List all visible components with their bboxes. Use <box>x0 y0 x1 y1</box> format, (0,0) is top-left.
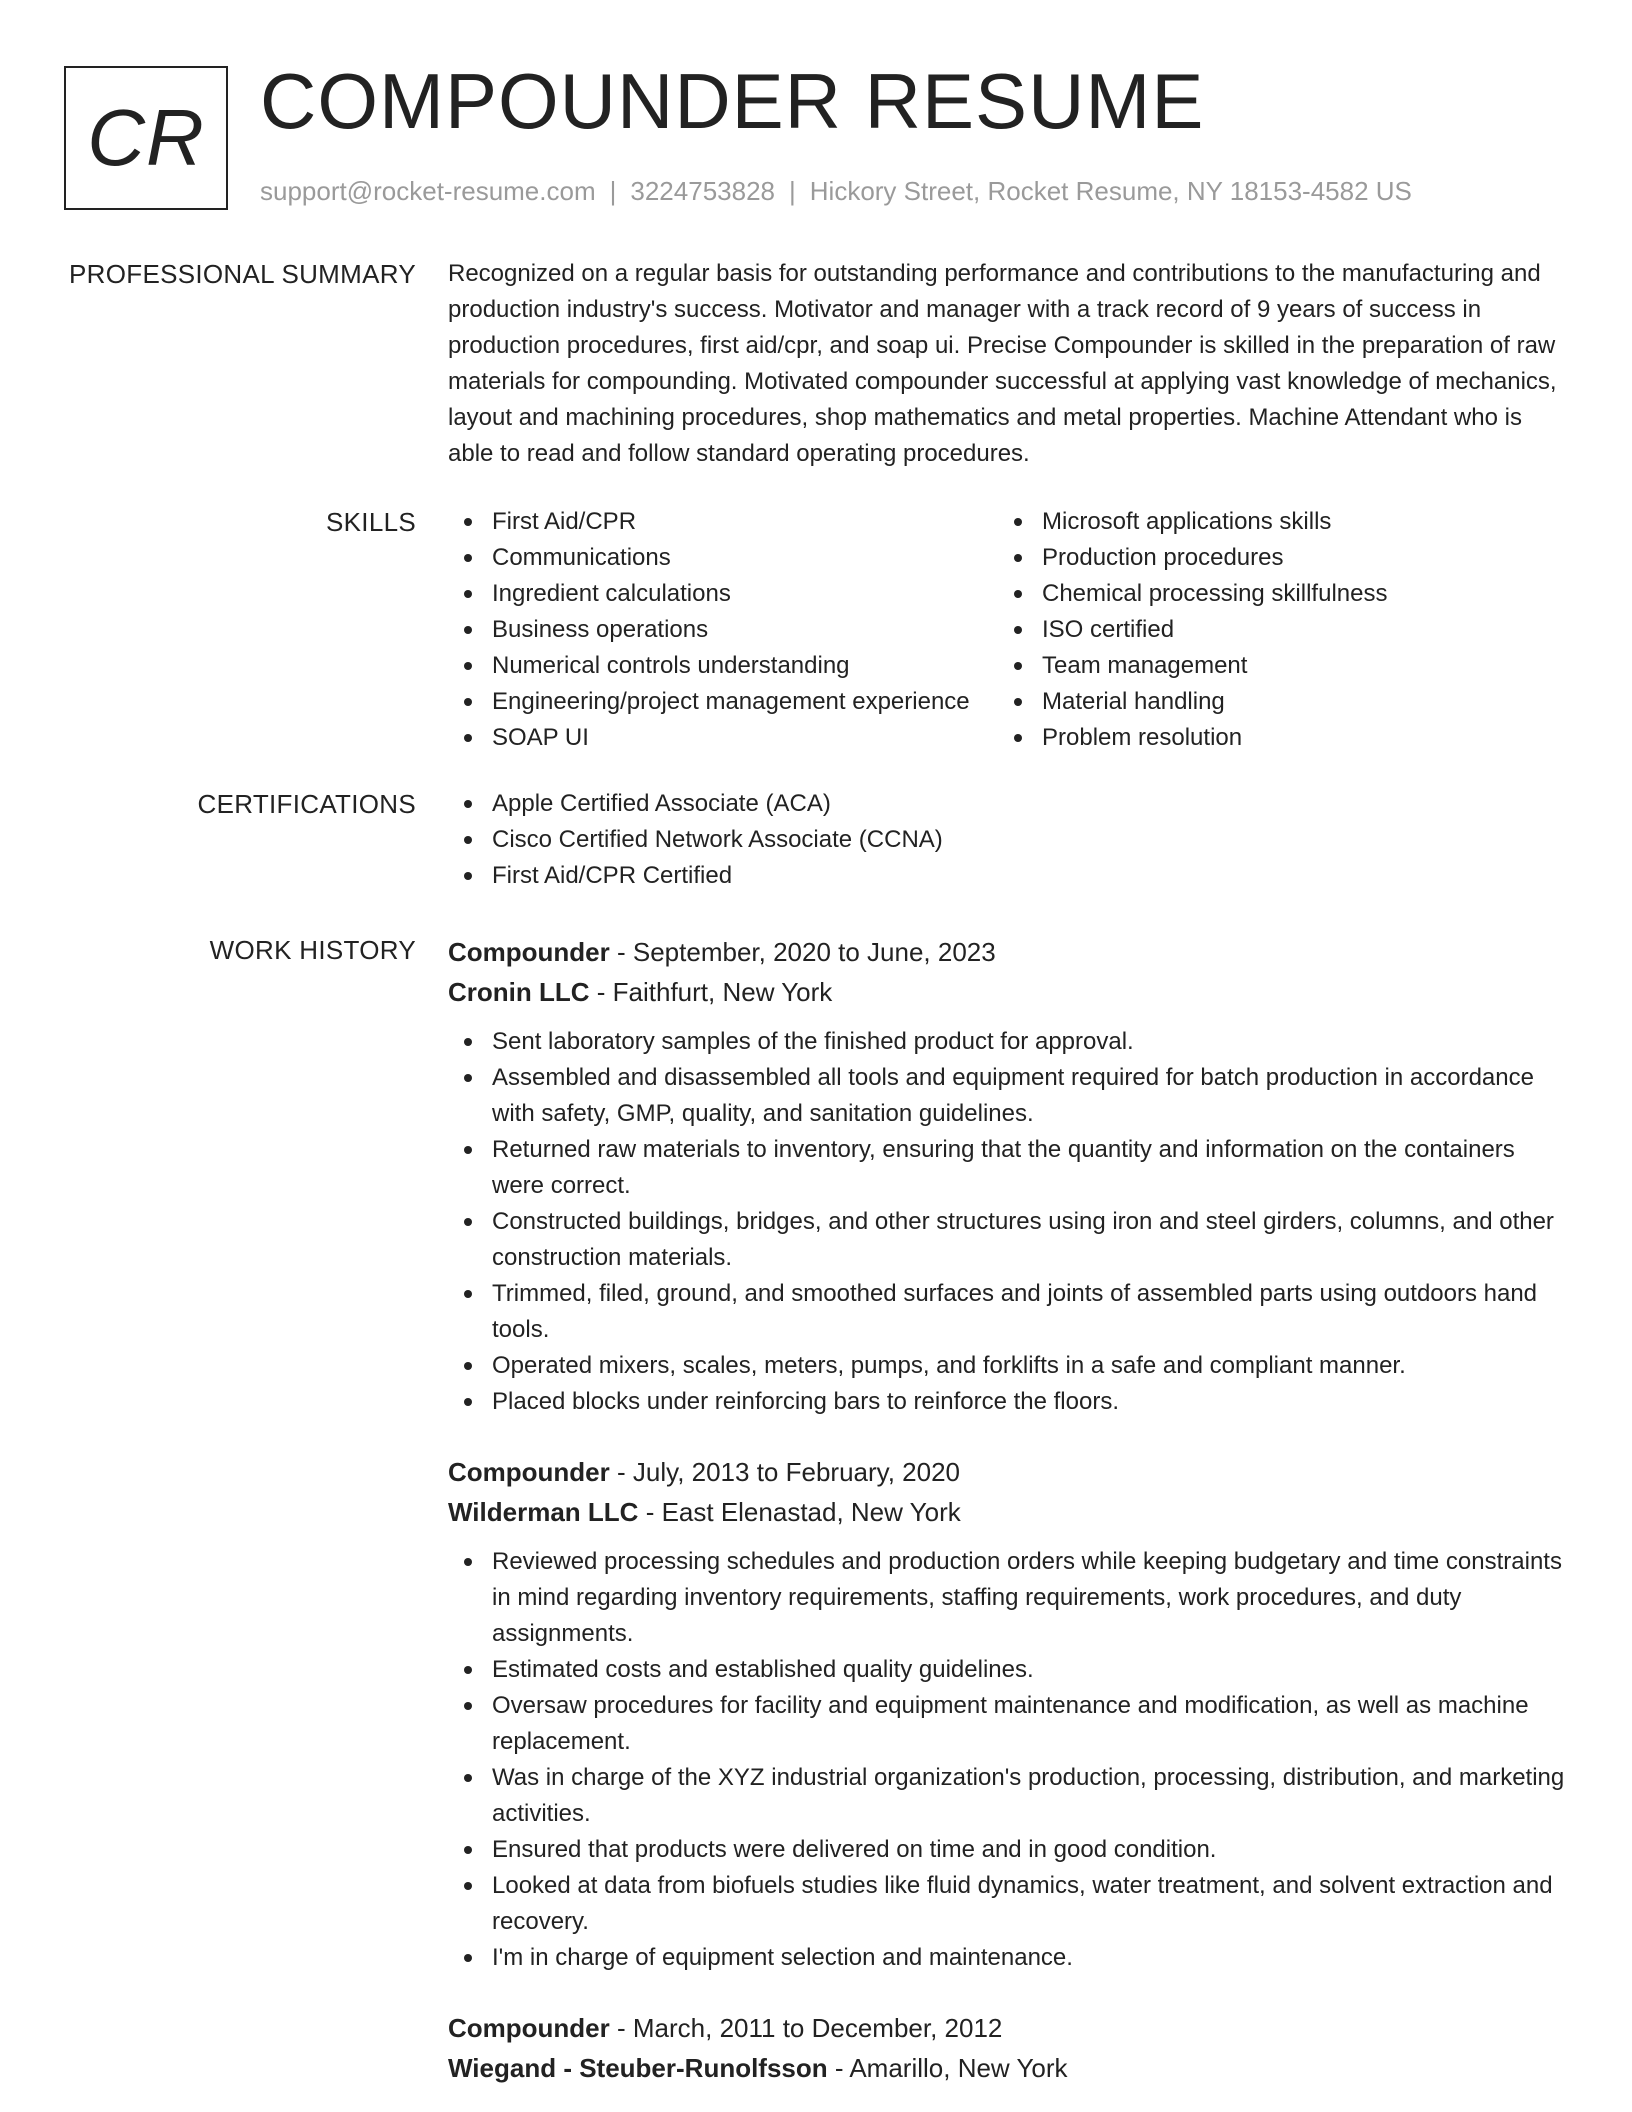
job-title-line <box>448 2008 1568 2048</box>
work-history-body <box>448 932 1568 2088</box>
certifications-body <box>448 786 1568 894</box>
summary-body <box>448 256 1568 472</box>
job-bullet: Oversaw procedures for facility and equipment maintenance and modification, as well as machine replacement. <box>448 1688 1568 1760</box>
job-company-line <box>448 1492 1568 1532</box>
skill-item: Microsoft applications skills <box>998 504 1558 540</box>
job-bullets <box>448 1024 1568 1420</box>
skills-list-right <box>998 504 1558 756</box>
monogram: CR <box>64 66 228 210</box>
section-label-work-history: WORK HISTORY <box>209 935 416 965</box>
skill-item: Team management <box>998 648 1558 684</box>
section-label-certifications: CERTIFICATIONS <box>197 789 416 819</box>
certification-item: Cisco Certified Network Associate (CCNA) <box>448 822 1568 858</box>
job-bullet: Constructed buildings, bridges, and other structures using iron and steel girders, columns, and other construction materials. <box>448 1204 1568 1276</box>
job-title: Compounder <box>448 2013 610 2043</box>
skill-item: Ingredient calculations <box>448 576 998 612</box>
skill-item: SOAP UI <box>448 720 998 756</box>
job-bullet: Assembled and disassembled all tools and equipment required for batch production in accordance with safety, GMP, quality, and sanitation guidelines. <box>448 1060 1568 1132</box>
job-company: Wiegand - Steuber-Runolfsson <box>448 2053 828 2083</box>
skill-item: ISO certified <box>998 612 1558 648</box>
section-label-summary: PROFESSIONAL SUMMARY <box>69 259 416 289</box>
job-bullet: Returned raw materials to inventory, ensuring that the quantity and information on the containers were correct. <box>448 1132 1568 1204</box>
job-title: Compounder <box>448 937 610 967</box>
job-company: Wilderman LLC <box>448 1497 639 1527</box>
certification-item: Apple Certified Associate (ACA) <box>448 786 1568 822</box>
contact-address: Hickory Street, Rocket Resume, NY 18153-4582 US <box>809 176 1412 206</box>
skill-item: Communications <box>448 540 998 576</box>
job-bullets <box>448 1544 1568 1976</box>
job-bullet: I'm in charge of equipment selection and maintenance. <box>448 1940 1568 1976</box>
job-bullet: Ensured that products were delivered on time and in good condition. <box>448 1832 1568 1868</box>
contact-separator: | <box>609 176 617 206</box>
job-title-line <box>448 1452 1568 1492</box>
job-bullet: Trimmed, filed, ground, and smoothed surfaces and joints of assembled parts using outdoors hand tools. <box>448 1276 1568 1348</box>
job-location: - Amarillo, New York <box>834 2053 1068 2083</box>
skill-item: Business operations <box>448 612 998 648</box>
job-title: Compounder <box>448 1457 610 1487</box>
contact-line <box>260 174 1412 208</box>
job-bullet: Operated mixers, scales, meters, pumps, and forklifts in a safe and compliant manner. <box>448 1348 1568 1384</box>
job-bullet: Looked at data from biofuels studies like fluid dynamics, water treatment, and solvent extraction and recovery. <box>448 1868 1568 1940</box>
skill-item: First Aid/CPR <box>448 504 998 540</box>
contact-phone[interactable]: 3224753828 <box>630 176 775 206</box>
certification-item: First Aid/CPR Certified <box>448 858 1568 894</box>
job-bullet: Sent laboratory samples of the finished product for approval. <box>448 1024 1568 1060</box>
certifications-list <box>448 786 1568 894</box>
job-company-line <box>448 2048 1568 2088</box>
job-company: Cronin LLC <box>448 977 590 1007</box>
resume-title: COMPOUNDER RESUME <box>260 57 1205 145</box>
skills-list-left <box>448 504 998 756</box>
skill-item: Chemical processing skillfulness <box>998 576 1558 612</box>
skills-body <box>448 504 1568 756</box>
job-entry <box>448 1452 1568 1976</box>
summary-text: Recognized on a regular basis for outstanding performance and contributions to the manufacturing and production industry's success. Motivator and manager with a track record of 9 years of success in production procedures, first aid/cpr, and soap ui. Precise Compounder is skilled in the preparation of raw materials for compounding. Motivated compounder successful at applying vast knowledge of mechanics, layout and machining procedures, shop mathematics and metal properties. Machine Attendant who is able to read and follow standard operating procedures. <box>448 260 1557 467</box>
job-company-line <box>448 972 1568 1012</box>
section-label-skills: SKILLS <box>326 507 416 537</box>
skill-item: Problem resolution <box>998 720 1558 756</box>
job-title-line <box>448 932 1568 972</box>
skill-item: Production procedures <box>998 540 1558 576</box>
job-location: - East Elenastad, New York <box>645 1497 961 1527</box>
job-entry <box>448 2008 1568 2088</box>
job-dates: - September, 2020 to June, 2023 <box>617 937 996 967</box>
job-bullet: Reviewed processing schedules and production orders while keeping budgetary and time constraints in mind regarding inventory requirements, staffing requirements, work procedures, and duty assignments. <box>448 1544 1568 1652</box>
job-location: - Faithfurt, New York <box>596 977 833 1007</box>
skill-item: Numerical controls understanding <box>448 648 998 684</box>
job-bullet: Estimated costs and established quality guidelines. <box>448 1652 1568 1688</box>
job-bullet: Placed blocks under reinforcing bars to reinforce the floors. <box>448 1384 1568 1420</box>
contact-separator: | <box>789 176 796 206</box>
job-bullet: Was in charge of the XYZ industrial organization's production, processing, distribution, and marketing activities. <box>448 1760 1568 1832</box>
skill-item: Engineering/project management experience <box>448 684 998 720</box>
skill-item: Material handling <box>998 684 1558 720</box>
job-dates: - March, 2011 to December, 2012 <box>617 2013 1003 2043</box>
job-dates: - July, 2013 to February, 2020 <box>617 1457 961 1487</box>
job-entry <box>448 932 1568 1420</box>
contact-email[interactable]: support@rocket-resume.com <box>260 176 596 206</box>
